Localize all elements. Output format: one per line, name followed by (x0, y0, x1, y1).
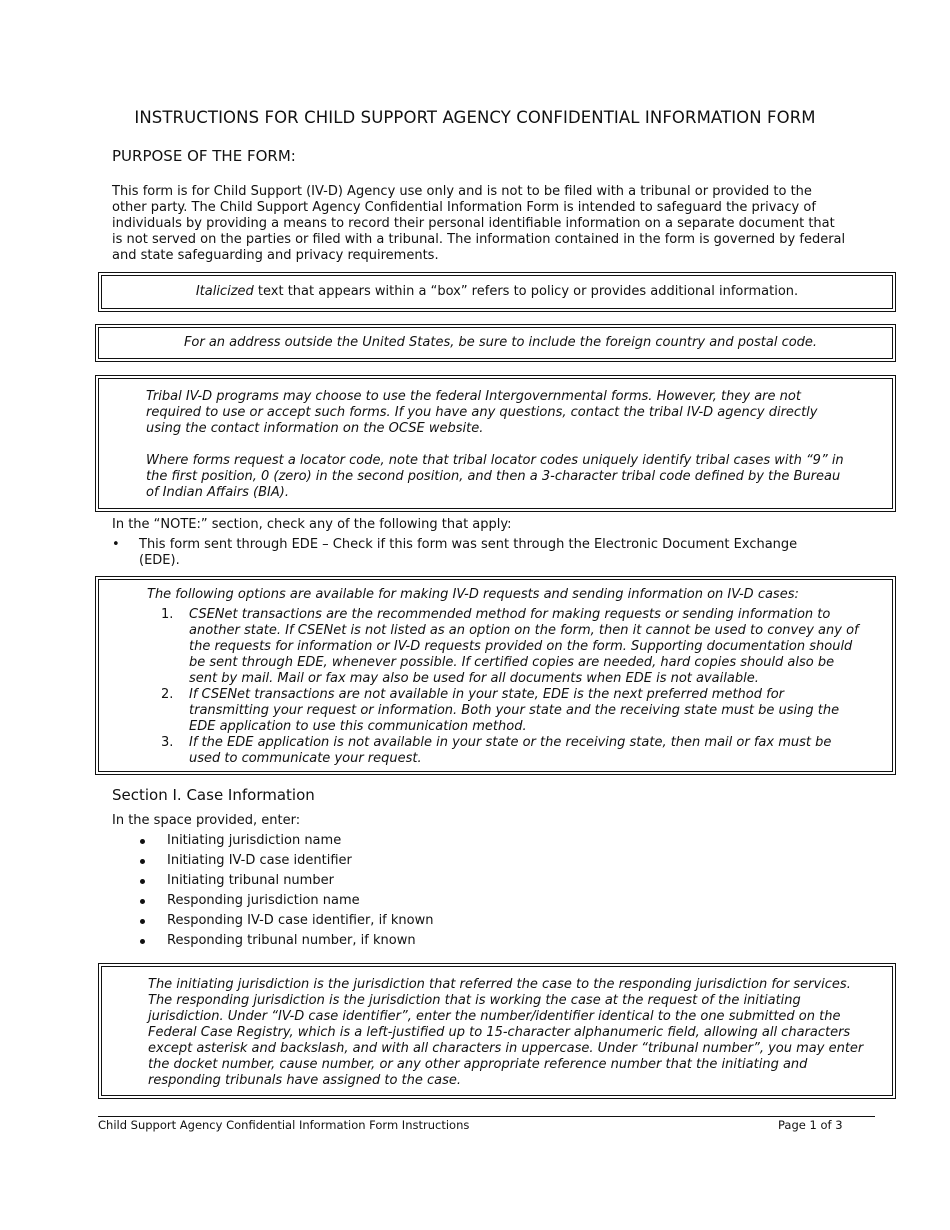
list-item-text: Initiating jurisdiction name (167, 833, 342, 848)
options-box (95, 576, 896, 775)
list-item (140, 911, 434, 931)
list-item (140, 831, 434, 851)
option-text: If CSENet transactions are not available in your state, EDE is the next preferred method for transmitting your request or information. Both your state and the receiving state must be using the EDE application to use this communication method. (189, 687, 840, 734)
note-bullet-symbol: • (112, 537, 120, 552)
address-notice-text: For an address outside the United States, be sure to include the foreign country and postal code. (183, 335, 818, 350)
list-item-text: Initiating tribunal number (167, 873, 334, 888)
bullet-dot (140, 919, 145, 924)
page-title: INSTRUCTIONS FOR CHILD SUPPORT AGENCY CONFIDENTIAL INFORMATION FORM (134, 108, 816, 127)
footer-page-number: Page 1 of 3 (778, 1118, 843, 1132)
bullet-dot (140, 899, 145, 904)
note-intro: In the “NOTE:” section, check any of the following that apply: (112, 517, 512, 532)
footer-form-name: Child Support Agency Confidential Information Form Instructions (98, 1118, 470, 1132)
purpose-paragraph: This form is for Child Support (IV-D) Agency use only and is not to be filed with a tribunal or provided to the other party. The Child Support Agency Confidential Information Form is intended to safeguard the privacy of individuals by providing a means to record their personal identifiable information on a separate document that is not served on the parties or filed with a tribunal. The information contained in the form is governed by federal and state safeguarding and privacy requirements. (112, 184, 846, 263)
address-notice-box (95, 324, 896, 362)
bullet-dot (140, 859, 145, 864)
list-item-text: Initiating IV-D case identifier (167, 853, 352, 868)
section1-heading: Section I. Case Information (112, 786, 315, 804)
footer-divider (98, 1116, 875, 1117)
section1-intro: In the space provided, enter: (112, 813, 301, 828)
italic-notice-box (98, 272, 896, 312)
italic-notice-rest: text that appears within a “box” refers to policy or provides additional information. (253, 284, 799, 299)
tribal-paragraph-2: Where forms request a locator code, note that tribal locator codes uniquely identify tribal cases with “9” in the first position, 0 (zero) in the second position, and then a 3-character tribal code defined by the Bureau of Indian Affairs (BIA). (146, 453, 844, 500)
list-item-text: Responding jurisdiction name (167, 893, 360, 908)
option-item (147, 687, 862, 735)
italic-notice-text (196, 284, 798, 300)
list-item-text: Responding IV-D case identifier, if known (167, 913, 434, 928)
options-list (147, 607, 862, 767)
bullet-dot (140, 939, 145, 944)
options-intro: The following options are available for making IV-D requests and sending information on IV-D cases: (147, 587, 799, 602)
list-item (140, 851, 434, 871)
bullet-dot (140, 839, 145, 844)
jurisdiction-text: The initiating jurisdiction is the jurisdiction that referred the case to the responding jurisdiction for services. The responding jurisdiction is the jurisdiction that is working the case at the request of the initiating jurisdiction. Under “IV-D case identifier”, enter the number/identifier identical to the one submitted on the Federal Case Registry, which is a left-justified up to 15-character alphanumeric field, allowing all characters except asterisk and backslash, and with all characters in uppercase. Under “tribunal number”, you may enter the docket number, cause number, or any other appropriate reference number that the initiating and responding tribunals have assigned to the case. (148, 977, 864, 1088)
list-item (140, 931, 434, 951)
option-number: 2. (161, 687, 174, 702)
list-item-text: Responding tribunal number, if known (167, 933, 416, 948)
italicized-word: Italicized (195, 284, 254, 299)
option-item (147, 735, 862, 767)
note-bullet-text: This form sent through EDE – Check if this form was sent through the Electronic Document Exchange (EDE). (139, 537, 798, 568)
tribal-paragraph-1: Tribal IV-D programs may choose to use the federal Intergovernmental forms. However, they are not required to use or accept such forms. If you have any questions, contact the tribal IV-D agency directly using the contact information on the OCSE website. (146, 389, 818, 436)
purpose-heading: PURPOSE OF THE FORM: (112, 147, 296, 165)
option-item (147, 607, 862, 687)
option-text: CSENet transactions are the recommended method for making requests or sending information to another state. If CSENet is not listed as an option on the form, then it cannot be used to convey any of the requests for information or IV-D requests provided on the form. Supporting documentation should be sent through EDE, whenever possible. If certified copies are needed, hard copies should also be sent by mail. Mail or fax may also be used for all documents when EDE is not available. (189, 607, 859, 686)
jurisdiction-box (98, 963, 896, 1099)
option-number: 1. (161, 607, 174, 622)
option-number: 3. (161, 735, 174, 750)
option-text: If the EDE application is not available in your state or the receiving state, then mail or fax must be used to communicate your request. (189, 735, 832, 766)
bullet-dot (140, 879, 145, 884)
case-info-list (140, 831, 434, 951)
list-item (140, 891, 434, 911)
list-item (140, 871, 434, 891)
tribal-notice-box (95, 375, 896, 512)
